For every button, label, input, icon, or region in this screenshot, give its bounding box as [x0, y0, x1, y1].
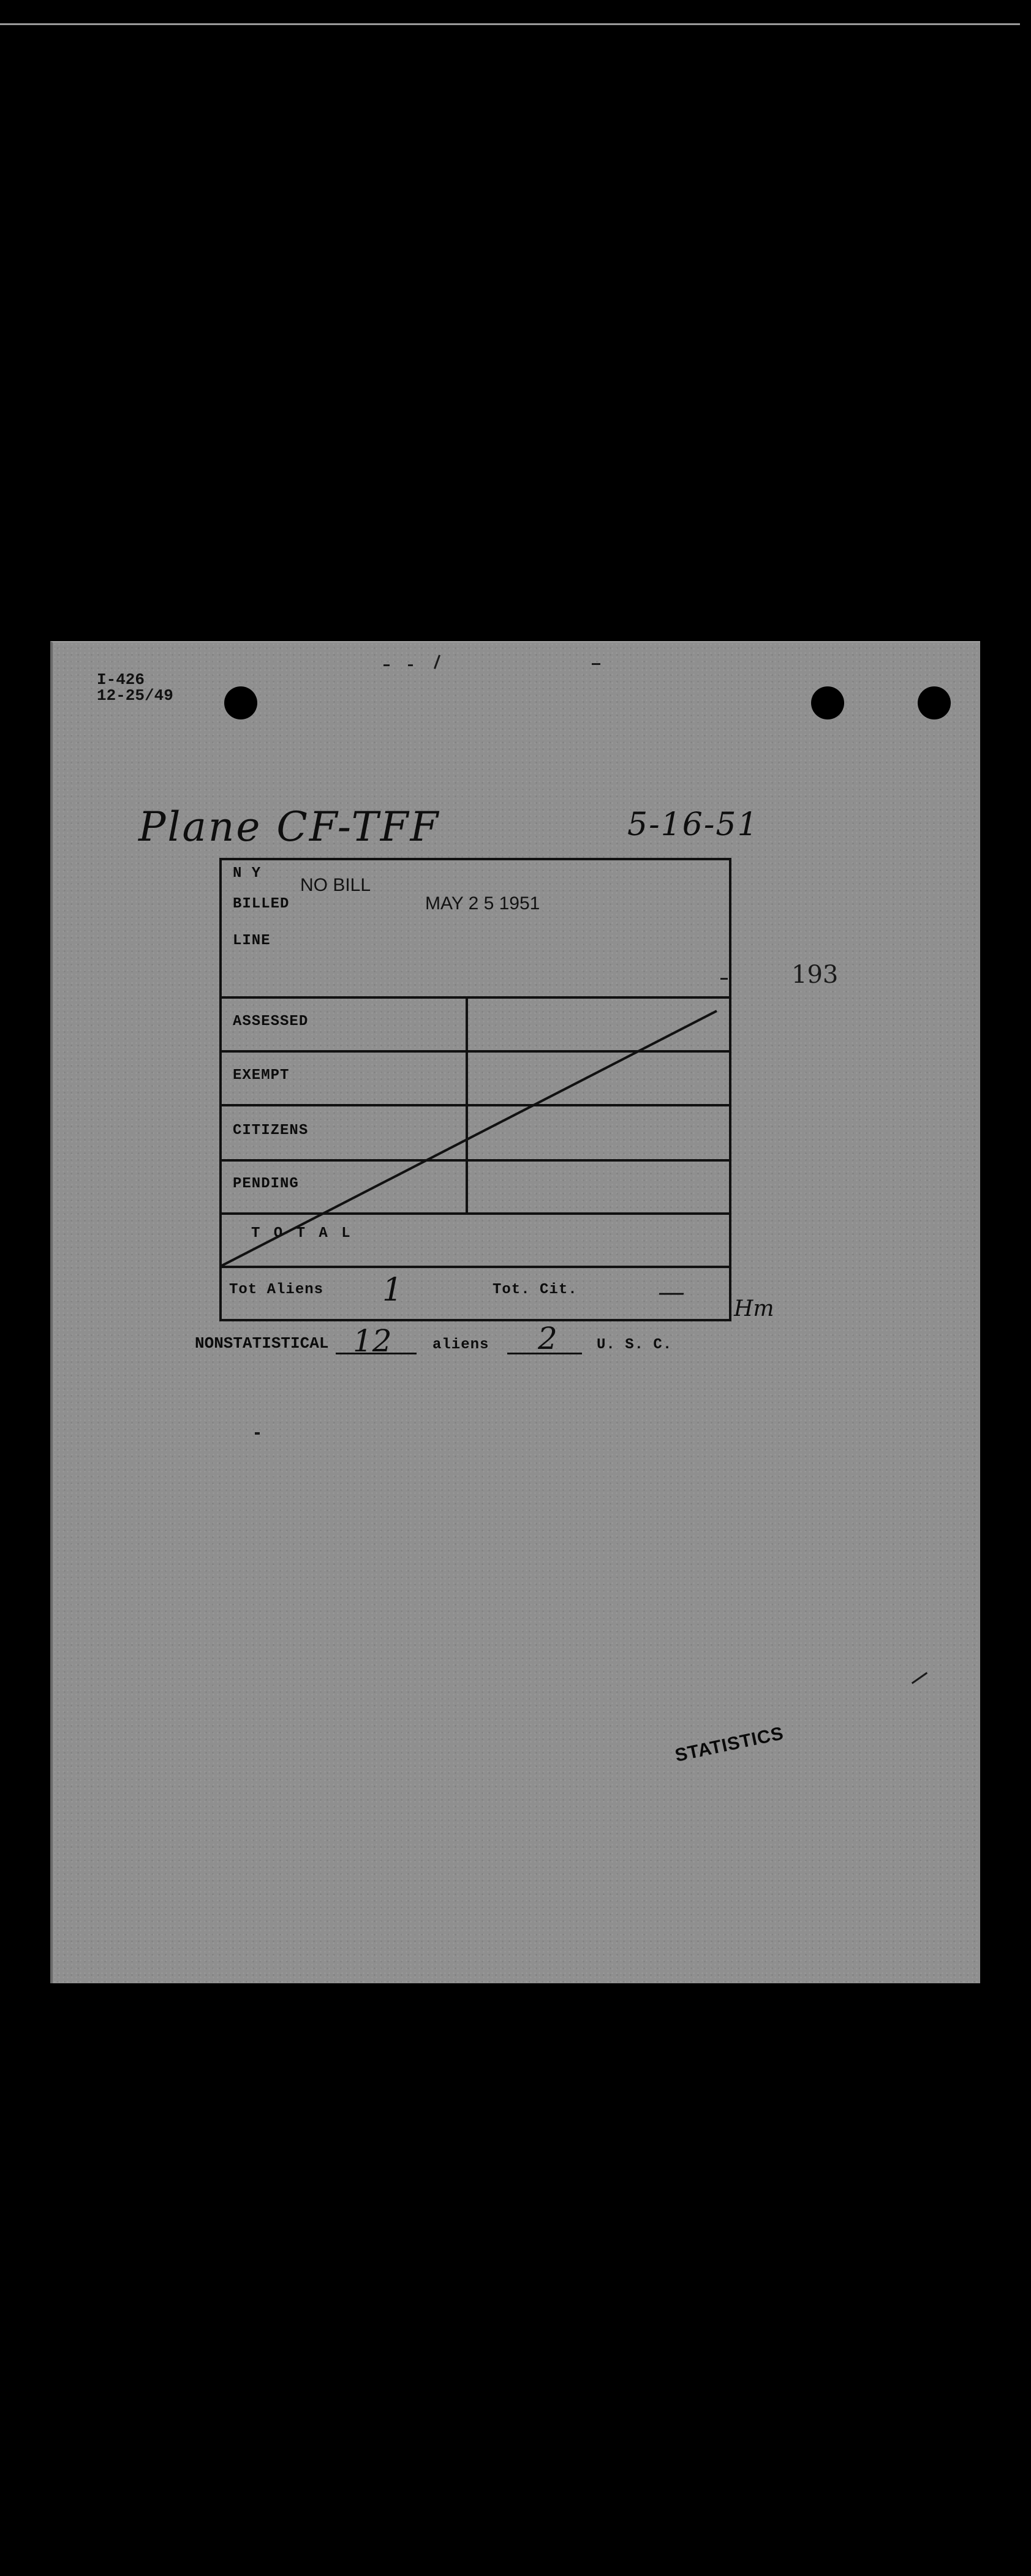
stamp-statistics: STATISTICS	[673, 1723, 786, 1767]
manifest-form-box	[219, 858, 731, 1321]
stamp-no-bill: NO BILL	[300, 875, 371, 895]
handwritten-tot-aliens: 1	[382, 1272, 403, 1309]
handwritten-tot-cit: —	[658, 1277, 685, 1308]
label-ny: N Y	[233, 865, 262, 882]
punch-hole-left	[224, 686, 257, 719]
label-assessed: ASSESSED	[233, 1013, 309, 1030]
label-tot-cit: Tot. Cit.	[493, 1282, 578, 1298]
handwritten-plane-id: Plane CF-TFF	[138, 803, 440, 851]
label-billed: BILLED	[233, 896, 290, 912]
handwritten-nonstat-aliens: 12	[353, 1323, 392, 1359]
label-aliens: aliens	[432, 1337, 489, 1353]
nonstatistical-row	[195, 1334, 328, 1353]
label-citizens: CITIZENS	[233, 1122, 309, 1139]
form-code-line2: 12-25/49	[97, 686, 173, 705]
punch-hole-middle	[811, 686, 844, 719]
handwritten-usc: 2	[538, 1321, 557, 1356]
page-number: 193	[791, 961, 839, 989]
label-usc: U. S. C.	[597, 1337, 673, 1353]
label-line: LINE	[233, 933, 271, 949]
handwritten-initials: Hm	[734, 1296, 774, 1321]
punch-hole-right	[918, 686, 951, 719]
label-tot-aliens: Tot Aliens	[229, 1282, 324, 1298]
label-nonstatistical: NONSTATISTICAL	[195, 1334, 329, 1353]
form-code	[97, 672, 173, 704]
label-total: T O T A L	[251, 1225, 353, 1242]
handwritten-date: 5-16-51	[627, 806, 759, 843]
label-pending: PENDING	[233, 1176, 299, 1192]
stamp-received-date: MAY 2 5 1951	[425, 893, 540, 914]
top-rule	[0, 23, 1020, 25]
form-code-line1: I-426	[97, 670, 145, 689]
cancel-diagonal-line	[222, 860, 734, 1324]
label-exempt: EXEMPT	[233, 1067, 290, 1084]
document-sheet	[50, 641, 980, 1983]
